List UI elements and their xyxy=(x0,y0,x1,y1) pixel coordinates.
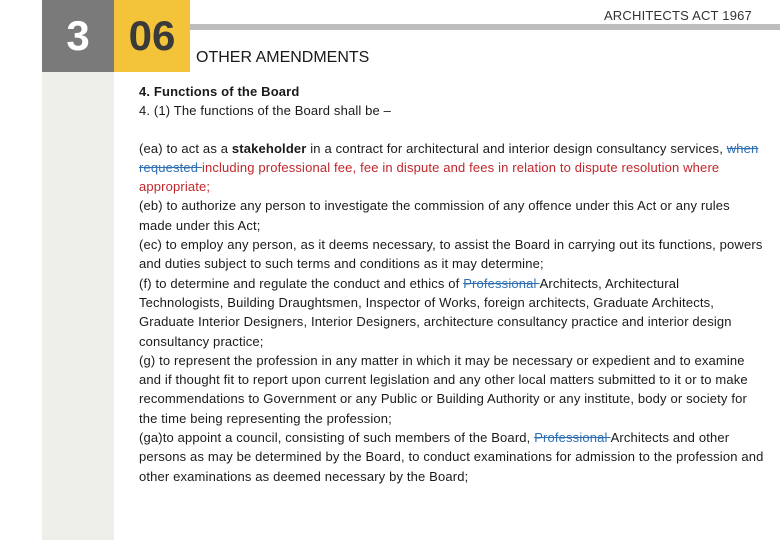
act-title: ARCHITECTS ACT 1967 xyxy=(603,8,752,23)
header-rule xyxy=(190,24,780,30)
clause-eb: (eb) to authorize any person to investigate the commission of any offence under this Act or any rules made under this Act; xyxy=(139,198,730,233)
clause-f-text-2: Architects, Architectural Technologists, Building Draughtsmen, Inspector of Works, foreign architects, Graduate Architects, Graduate Interior Designers, Interior Designers, architecture consultancy practice and interior design consultancy practice; xyxy=(139,275,732,349)
clause-f-text: (f) to determine and regulate the conduct and ethics of xyxy=(139,275,464,291)
document-body xyxy=(139,82,764,486)
paragraph-gap xyxy=(139,121,764,139)
section-number-box: 06 xyxy=(114,0,190,72)
left-margin-strip xyxy=(42,72,114,540)
clause-ea-deleted: when requested xyxy=(139,140,759,175)
chapter-number-box: 3 xyxy=(42,0,114,72)
function-heading: 4. Functions of the Board xyxy=(139,84,300,99)
clause-f xyxy=(139,274,764,351)
clause-f-deleted: Professional xyxy=(463,275,540,291)
clause-ga-deleted: Professional xyxy=(534,430,611,446)
clause-ec: (ec) to employ any person, as it deems necessary, to assist the Board in carrying out its functions, powers and duties subject to such terms and conditions as it may determine; xyxy=(139,237,763,272)
clause-ea-text: (ea) to act as a xyxy=(139,140,232,156)
clause-g: (g) to represent the profession in any matter in which it may be necessary or expedient and to examine and if thought fit to report upon current legislation and any other local matters submitted to it or to make recommendations to Government or any Public or Building Authority or any institute, body or society for the time being representing the profession; xyxy=(139,352,748,426)
clause-ea-bold: stakeholder xyxy=(231,140,307,156)
section-heading: OTHER AMENDMENTS xyxy=(196,49,370,66)
clause-ea-text-2: in a contract for architectural and interior design consultancy services, xyxy=(306,140,727,156)
clause-ga-text-2: Architects and other persons as may be determined by the Board, to conduct examinations for admission to the profession and other examinations as deemed necessary by the Board; xyxy=(139,430,764,484)
clause-ga xyxy=(139,428,764,486)
clause-ea xyxy=(139,139,764,197)
clause-ga-text: (ga)to appoint a council, consisting of such members of the Board, xyxy=(139,430,535,446)
intro-line: 4. (1) The functions of the Board shall be – xyxy=(139,103,392,119)
clause-ea-inserted: including professional fee, fee in dispute and fees in relation to dispute resolution where appropriate; xyxy=(139,159,720,195)
